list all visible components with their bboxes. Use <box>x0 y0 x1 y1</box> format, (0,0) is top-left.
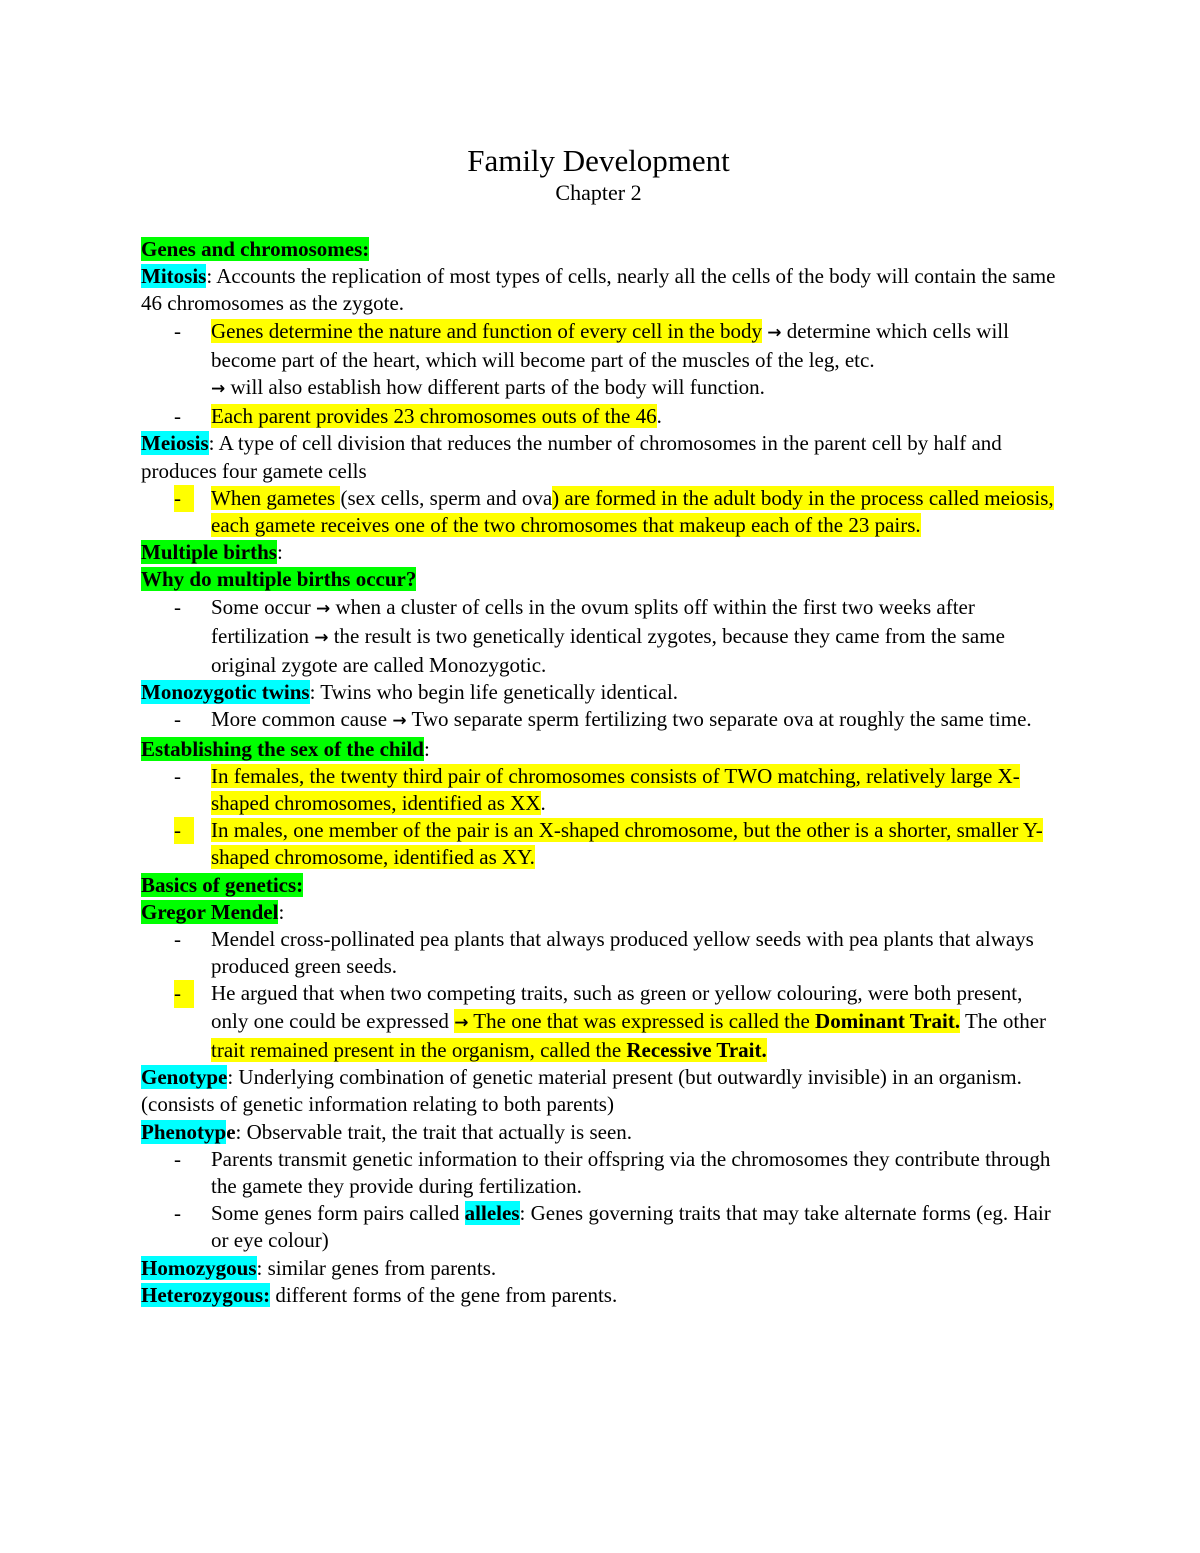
list-item: - In females, the twenty third pair of chromosomes consists of TWO matching, relatively large X-shaped chromosomes, identified as XX. <box>174 763 1020 816</box>
homozygous-definition: Homozygous: similar genes from parents. <box>141 1255 497 1280</box>
term-mitosis: Mitosis <box>141 264 207 289</box>
list-item: - He argued that when two competing traits, such as green or yellow colouring, were both present, only one could be expressed → The one that was expressed is called the Dominant Trait. The other trait remained present in the organism, called the Recessive Trait. <box>174 981 1047 1062</box>
heterozygous-definition: Heterozygous: different forms of the gene from parents. <box>141 1282 618 1307</box>
list-item: - In males, one member of the pair is an X-shaped chromosome, but the other is a shorter, smaller Y-shaped chromosome, identified as XY. <box>174 818 1043 870</box>
arrow-right-icon: → <box>454 1012 469 1033</box>
chapter-label: Chapter 2 <box>555 180 642 205</box>
section-heading-genetics: Basics of genetics: <box>141 872 304 897</box>
term-meiosis: Meiosis <box>141 431 209 456</box>
arrow-right-icon: → <box>314 627 329 648</box>
list-item: - Parents transmit genetic information to their offspring via the chromosomes they contribute through the gamete they provide during fertilization. <box>174 1146 1051 1198</box>
section-heading-multiple-births: Multiple births: <box>141 540 283 565</box>
phenotype-definition: Phenotype: Observable trait, the trait that actually is seen. <box>141 1119 633 1144</box>
list-item: - More common cause → Two separate sperm fertilizing two separate ova at roughly the same time. <box>174 707 1032 732</box>
document-title: Family Development <box>467 143 730 178</box>
arrow-right-icon: → <box>392 711 407 732</box>
list-item: - Genes determine the nature and function of every cell in the body → determine which cells will become part of the heart, which will become part of the muscles of the leg, etc. → will also establish how different parts of the body will function. <box>174 318 1009 400</box>
section-question: Why do multiple births occur? <box>141 567 417 592</box>
genotype-definition: Genotype: Underlying combination of genetic material present (but outwardly invisible) in an organism. (consists of genetic information relating to both parents) <box>141 1065 1022 1117</box>
list-item: - When gametes (sex cells, sperm and ova) are formed in the adult body in the process called meiosis, each gamete receives one of the two chromosomes that makeup each of the 23 pairs. <box>174 485 1054 538</box>
document-page <box>141 144 1056 1309</box>
term-genotype: Genotype <box>141 1065 228 1090</box>
arrow-right-icon: → <box>211 379 226 400</box>
arrow-right-icon: → <box>767 322 782 343</box>
meiosis-definition: Meiosis: A type of cell division that reduces the number of chromosomes in the parent cell by half and produces four gamete cells <box>141 431 1002 483</box>
list-item: - Each parent provides 23 chromosomes outs of the 46. <box>174 404 662 429</box>
term-phenotype: Phenotyp <box>141 1119 227 1144</box>
section-heading-sex: Establishing the sex of the child: <box>141 736 430 761</box>
term-monozygotic: Monozygotic twins <box>141 680 310 705</box>
section-heading-mendel: Gregor Mendel: <box>141 899 285 924</box>
monozygotic-definition: Monozygotic twins: Twins who begin life genetically identical. <box>141 680 679 705</box>
term-heterozygous: Heterozygous: <box>141 1282 271 1307</box>
list-item: - Some occur → when a cluster of cells in the ovum splits off within the first two weeks after fertilization → the result is two genetically identical zygotes, because they came from the same original zygote are called Monozygotic. <box>174 594 1005 678</box>
term-homozygous: Homozygous <box>141 1255 257 1280</box>
list-item: - Some genes form pairs called alleles: Genes governing traits that may take alternate forms (eg. Hair or eye colour) <box>174 1201 1051 1253</box>
section-heading-genes: Genes and chromosomes: <box>141 237 370 261</box>
term-alleles: alleles <box>464 1201 520 1226</box>
arrow-right-icon: → <box>315 598 331 619</box>
mitosis-definition: Mitosis: Accounts the replication of most types of cells, nearly all the cells of the body will contain the same 46 chromosomes as the zygote. <box>141 264 1056 316</box>
list-item: - Mendel cross-pollinated pea plants that always produced yellow seeds with pea plants that always produced green seeds. <box>174 927 1034 979</box>
